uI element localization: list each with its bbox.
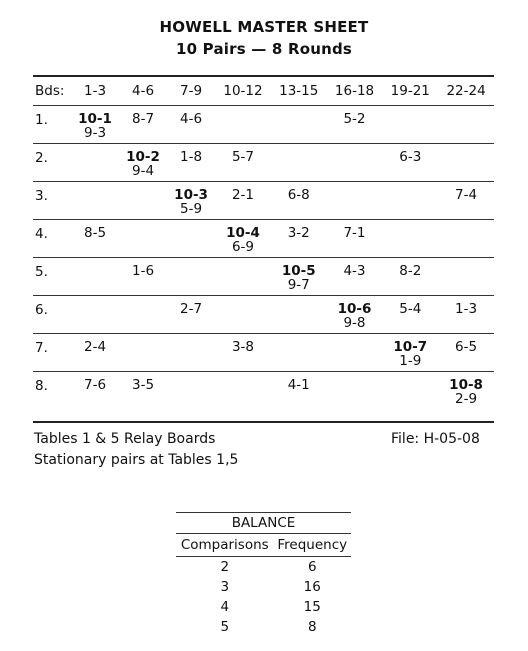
row-label: 7. <box>33 334 71 372</box>
file-label: File: H-05-08 <box>391 431 480 447</box>
table-cell <box>438 372 494 410</box>
row-label: 8. <box>35 378 48 394</box>
pair-entry: 7-1 <box>343 225 366 241</box>
frequency-value: 6 <box>307 559 317 575</box>
row-label: 3. <box>33 182 71 220</box>
pair-entry: 4-6 <box>180 111 203 127</box>
row-label: 2. <box>33 144 71 182</box>
table-cell <box>271 220 327 258</box>
table-cell <box>271 106 327 144</box>
table-cell <box>271 182 327 220</box>
header-cell: 1-3 <box>71 77 119 106</box>
balance-row <box>176 557 351 578</box>
row-label: 1. <box>33 106 71 144</box>
pair-entry: 3-8 <box>231 339 254 355</box>
table-cell <box>119 106 167 144</box>
table-cell <box>215 258 271 296</box>
table-cell <box>382 144 438 182</box>
table-row <box>33 182 494 220</box>
header-cell: 4-6 <box>119 77 167 106</box>
pair-entry: 2-4 <box>83 339 107 355</box>
table-cell <box>71 334 119 372</box>
table-cell <box>71 258 119 296</box>
stationary-pair: 10-8 <box>449 377 483 393</box>
table-row <box>33 258 494 296</box>
balance-title: BALANCE <box>176 513 351 534</box>
table-cell <box>167 296 215 334</box>
pair-entry: 3-5 <box>132 377 155 393</box>
relay-pair: 1-9 <box>399 353 422 369</box>
header-cell: 7-9 <box>167 77 215 106</box>
page-subtitle: 10 Pairs — 8 Rounds <box>175 40 353 58</box>
header-cell: 10-12 <box>215 77 271 106</box>
comparisons-header: Comparisons <box>176 534 274 557</box>
row-label: 4. <box>33 220 71 258</box>
pair-entry: 7-6 <box>83 377 107 393</box>
row-label: 5. <box>33 258 71 296</box>
table-cell <box>167 182 215 220</box>
table-cell <box>71 220 119 258</box>
table-cell <box>71 144 119 182</box>
table-cell <box>271 296 327 334</box>
table-cell <box>438 182 494 220</box>
relay-pair: 9-8 <box>343 315 366 331</box>
pair-entry: 1-6 <box>132 263 155 279</box>
stationary-pair: 10-5 <box>281 263 316 279</box>
table-cell <box>215 182 271 220</box>
stationary-pair: 10-2 <box>126 149 160 165</box>
howell-table <box>33 77 494 410</box>
table-cell <box>71 296 119 334</box>
stationary-note: Stationary pairs at Tables 1,5 <box>34 452 239 468</box>
table-cell <box>327 144 383 182</box>
balance-table <box>176 512 351 637</box>
pair-entry: 8-7 <box>132 111 155 127</box>
table-cell <box>119 334 167 372</box>
table-cell <box>438 334 494 372</box>
table-cell <box>271 258 327 296</box>
row-label: 6. <box>33 296 71 334</box>
frequency-value: 15 <box>303 599 321 615</box>
table-cell <box>119 296 167 334</box>
pair-entry: 8-5 <box>83 225 107 241</box>
stationary-pair: 10-3 <box>174 187 208 203</box>
pair-entry: 3-2 <box>287 225 310 241</box>
table-cell <box>382 220 438 258</box>
pair-entry: 1-8 <box>180 149 203 165</box>
table-cell <box>119 144 167 182</box>
table-cell <box>215 106 271 144</box>
pair-entry: 5-7 <box>231 149 254 165</box>
balance-row <box>176 577 351 597</box>
pair-entry: 5-4 <box>399 301 422 317</box>
table-cell <box>215 334 271 372</box>
relay-pair: 6-9 <box>231 239 254 255</box>
table-cell <box>438 258 494 296</box>
header-cell: 19-21 <box>382 77 438 106</box>
table-cell <box>119 220 167 258</box>
table-cell <box>382 258 438 296</box>
table-cell <box>215 220 271 258</box>
table-cell <box>271 334 327 372</box>
stationary-pair: 10-1 <box>78 111 112 127</box>
table-cell <box>167 144 215 182</box>
pair-entry: 4-1 <box>287 377 310 393</box>
table-cell <box>215 372 271 410</box>
pair-entry: 4-3 <box>343 263 366 279</box>
table-cell <box>119 372 167 410</box>
table-cell <box>167 334 215 372</box>
table-cell <box>327 258 383 296</box>
table-cell <box>327 182 383 220</box>
table-cell <box>438 144 494 182</box>
table-cell <box>167 258 215 296</box>
table-cell <box>438 220 494 258</box>
pair-entry: 6-5 <box>455 339 478 355</box>
relay-pair: 9-4 <box>132 163 155 179</box>
table-cell <box>215 296 271 334</box>
frequency-header: Frequency <box>274 534 351 557</box>
balance-row <box>176 617 351 637</box>
pair-entry: 1-3 <box>455 301 478 317</box>
relay-pair: 9-3 <box>83 125 107 141</box>
table-cell <box>382 372 438 410</box>
balance-row <box>176 597 351 617</box>
table-cell <box>327 372 383 410</box>
frequency-value: 16 <box>303 579 321 595</box>
table-row <box>33 296 494 334</box>
table-cell <box>382 334 438 372</box>
pair-entry: 5-2 <box>343 111 366 127</box>
page-title: HOWELL MASTER SHEET <box>159 18 369 36</box>
relay-pair: 5-9 <box>180 201 203 217</box>
comparisons-value: 2 <box>220 559 230 575</box>
pair-entry: 2-1 <box>231 187 254 203</box>
header-row <box>33 77 494 106</box>
relay-pair: 2-9 <box>455 391 478 407</box>
table-row <box>33 372 494 410</box>
stationary-pair: 10-4 <box>226 225 260 241</box>
pair-entry: 6-8 <box>287 187 310 203</box>
table-cell <box>327 296 383 334</box>
table-cell <box>382 296 438 334</box>
table-cell <box>438 106 494 144</box>
comparisons-value: 4 <box>220 599 230 615</box>
table-cell <box>438 296 494 334</box>
pair-entry: 6-3 <box>399 149 422 165</box>
table-row <box>33 220 494 258</box>
table-cell <box>119 182 167 220</box>
table-cell <box>167 106 215 144</box>
comparisons-value: 5 <box>220 619 230 635</box>
table-cell <box>327 220 383 258</box>
table-cell <box>382 182 438 220</box>
table-cell <box>71 372 119 410</box>
relay-note: Tables 1 & 5 Relay Boards <box>34 431 216 447</box>
header-cell: 16-18 <box>327 77 383 106</box>
header-cell: 22-24 <box>438 77 494 106</box>
table-cell <box>167 372 215 410</box>
table-row <box>33 334 494 372</box>
table-cell <box>71 106 119 144</box>
pair-entry: 7-4 <box>455 187 478 203</box>
table-row <box>33 144 494 182</box>
table-cell <box>382 106 438 144</box>
table-cell <box>327 106 383 144</box>
table-cell <box>327 334 383 372</box>
table-cell <box>271 372 327 410</box>
table-cell <box>215 144 271 182</box>
table-cell <box>167 220 215 258</box>
pair-entry: 2-7 <box>180 301 203 317</box>
table-row <box>33 106 494 144</box>
stationary-pair: 10-7 <box>393 339 428 355</box>
pair-entry: 8-2 <box>399 263 422 279</box>
table-cell <box>71 182 119 220</box>
relay-pair: 9-7 <box>287 277 310 293</box>
stationary-pair: 10-6 <box>337 301 372 317</box>
boards-label: Bds: <box>33 77 71 106</box>
comparisons-value: 3 <box>220 579 230 595</box>
frequency-value: 8 <box>307 619 317 635</box>
header-cell: 13-15 <box>271 77 327 106</box>
table-cell <box>271 144 327 182</box>
bottom-rule <box>33 421 494 423</box>
table-cell <box>119 258 167 296</box>
